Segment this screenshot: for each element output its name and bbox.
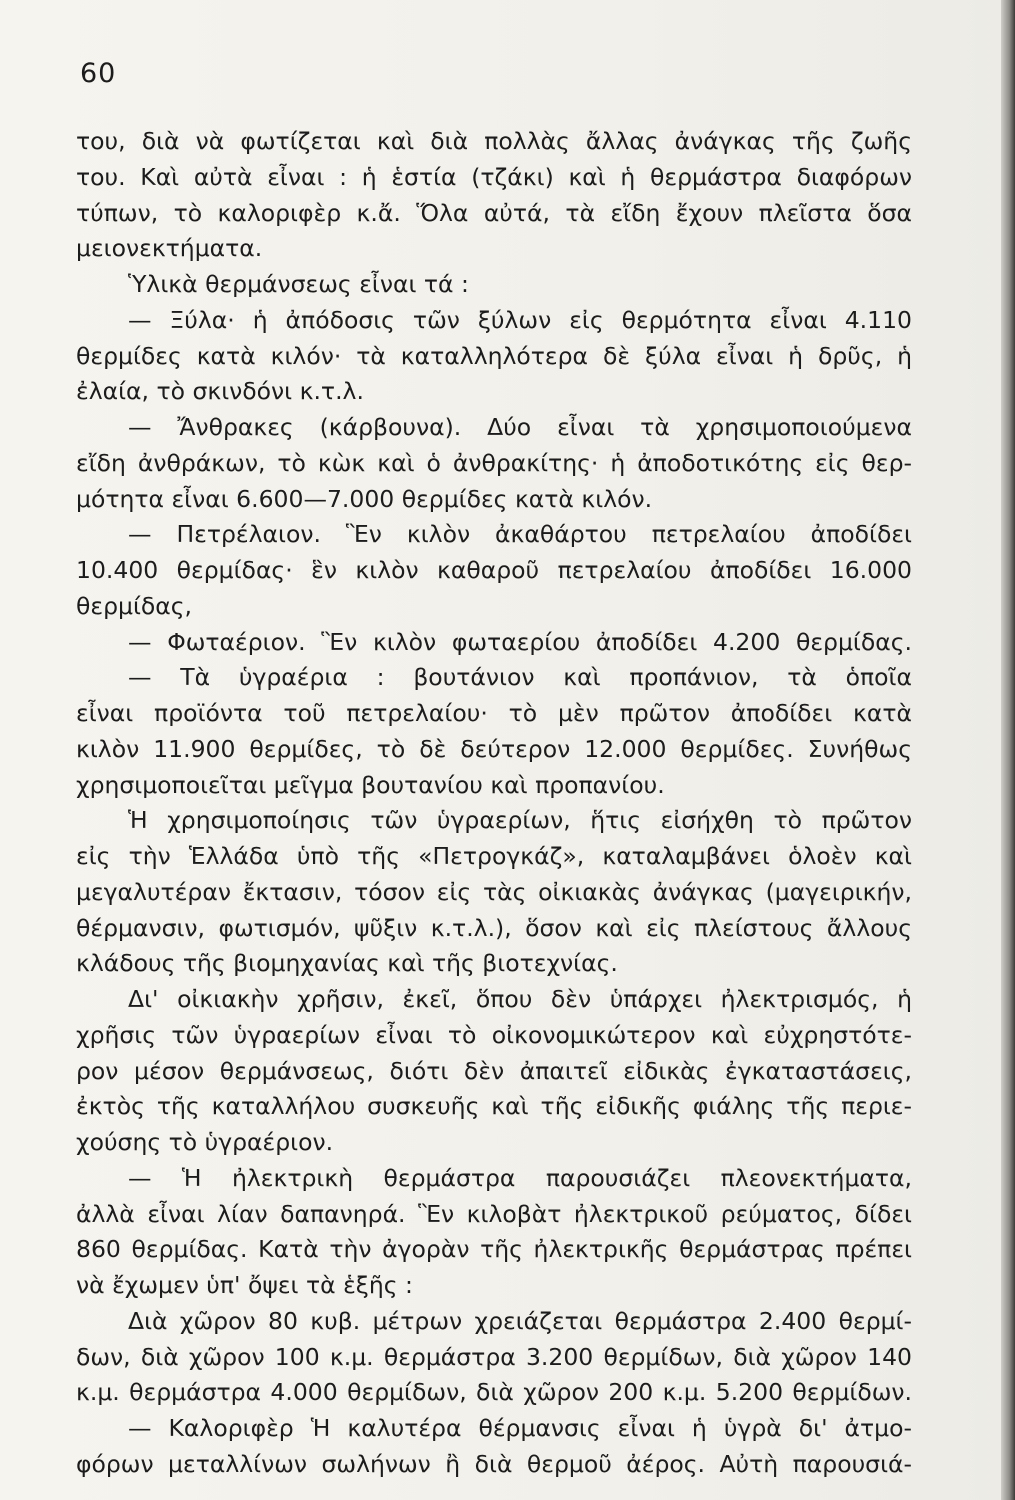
text-line: — Καλοριφὲρ Ἡ καλυτέρα θέρμανσις εἶναι ἡ ὑγρὰ δι' ἀτμο- <box>128 1414 912 1442</box>
text-line: θερμίδες κατὰ κιλόν· τὰ καταλληλότερα δὲ ξύλα εἶναι ἡ δρῦς, ἡ <box>76 341 912 370</box>
text-line: φόρων μεταλλίνων σωλήνων ἢ διὰ θερμοῦ ἀέρος. Αὐτὴ παρουσιά- <box>76 1449 912 1478</box>
text-line: — Ἡ ἠλεκτρικὴ θερμάστρα παρουσιάζει πλεονεκτήματα, <box>128 1163 912 1192</box>
page-number: 60 <box>80 58 117 89</box>
text-line: θερμίδας, <box>76 591 193 620</box>
text-line: εἴδη ἀνθράκων, τὸ κὼκ καὶ ὁ ἀνθρακίτης· ἡ ἀποδοτικότης εἰς θερ- <box>76 448 912 477</box>
text-line: μότητα εἶναι 6.600—7.000 θερμίδες κατὰ κιλόν. <box>76 484 653 513</box>
text-line: ρον μέσον θερμάνσεως, διότι δὲν ἀπαιτεῖ εἰδικὰς ἐγκαταστάσεις, <box>76 1056 912 1085</box>
text-line: εἶναι προϊόντα τοῦ πετρελαίου· τὸ μὲν πρῶτον ἀποδίδει κατὰ <box>76 699 912 727</box>
text-line: του, διὰ νὰ φωτίζεται καὶ διὰ πολλὰς ἄλλας ἀνάγκας τῆς ζωῆς <box>76 127 912 155</box>
text-line: μεγαλυτέραν ἔκτασιν, τόσον εἰς τὰς οἰκιακὰς ἀνάγκας (μαγειρικήν, <box>76 877 912 906</box>
text-line: θέρμανσιν, φωτισμόν, ψῦξιν κ.τ.λ.), ὅσον καὶ εἰς πλείστους ἄλλους <box>76 913 912 942</box>
text-line: κιλὸν 11.900 θερμίδες, τὸ δὲ δεύτερον 12.000 θερμίδες. Συνήθως <box>76 734 912 763</box>
text-line: κλάδους τῆς βιομηχανίας καὶ τῆς βιοτεχνίας. <box>76 949 618 978</box>
page-gutter-shadow <box>1001 0 1015 1500</box>
text-line: ἀλλὰ εἶναι λίαν δαπανηρά. Ἓν κιλοβὰτ ἠλεκτρικοῦ ρεύματος, δίδει <box>76 1199 912 1228</box>
text-line: ἐλαία, τὸ σκινδόνι κ.τ.λ. <box>76 377 364 406</box>
text-line: χρῆσις τῶν ὑγραερίων εἶναι τὸ οἰκονομικώτερον καὶ εὐχρηστότε- <box>76 1020 912 1049</box>
text-line: — Τὰ ὑγραέρια : βουτάνιον καὶ προπάνιον, τὰ ὁποῖα <box>128 663 912 692</box>
text-line: χρησιμοποιεῖται μεῖγμα βουτανίου καὶ προπανίου. <box>76 770 665 799</box>
text-line: κ.μ. θερμάστρα 4.000 θερμίδων, διὰ χῶρον 200 κ.μ. 5.200 θερμίδων. <box>76 1378 912 1407</box>
text-line: τύπων, τὸ καλοριφὲρ κ.ἄ. Ὅλα αὐτά, τὰ εἴδη ἔχουν πλεῖστα ὅσα <box>76 198 912 227</box>
text-line: εἰς τὴν Ἑλλάδα ὑπὸ τῆς «Πετρογκάζ», καταλαμβάνει ὁλοὲν καὶ <box>76 842 912 870</box>
text-line: 860 θερμίδας. Κατὰ τὴν ἀγορὰν τῆς ἠλεκτρικῆς θερμάστρας πρέπει <box>76 1235 912 1264</box>
text-line: Δι' οἰκιακὴν χρῆσιν, ἐκεῖ, ὅπου δὲν ὑπάρχει ἠλεκτρισμός, ἡ <box>128 985 912 1013</box>
text-line: — Ἄνθρακες (κάρβουνα). Δύο εἶναι τὰ χρησιμοποιούμενα <box>128 413 912 441</box>
text-line: νὰ ἔχωμεν ὑπ' ὄψει τὰ ἑξῆς : <box>76 1271 413 1299</box>
text-line: χούσης τὸ ὑγραέριον. <box>76 1128 334 1156</box>
text-line: — Φωταέριον. Ἓν κιλὸν φωταερίου ἀποδίδει 4.200 θερμίδας. <box>128 627 912 656</box>
text-line: 10.400 θερμίδας· ἓν κιλὸν καθαροῦ πετρελαίου ἀποδίδει 16.000 <box>76 556 912 584</box>
text-line: μειονεκτήματα. <box>76 234 263 263</box>
text-line: Ὑλικὰ θερμάνσεως εἶναι τά : <box>128 270 469 298</box>
text-line: Διὰ χῶρον 80 κυβ. μέτρων χρειάζεται θερμάστρα 2.400 θερμί- <box>128 1306 912 1335</box>
text-line: — Ξύλα· ἡ ἀπόδοσις τῶν ξύλων εἰς θερμότητα εἶναι 4.110 <box>128 305 912 334</box>
text-line: ἐκτὸς τῆς καταλλήλου συσκευῆς καὶ τῆς εἰδικῆς φιάλης τῆς περιε- <box>76 1092 912 1121</box>
text-line: δων, διὰ χῶρον 100 κ.μ. θερμάστρα 3.200 θερμίδων, διὰ χῶρον 140 <box>76 1342 912 1371</box>
text-line: Ἡ χρησιμοποίησις τῶν ὑγραερίων, ἥτις εἰσήχθη τὸ πρῶτον <box>128 806 912 835</box>
text-line: του. Καὶ αὐτὰ εἶναι : ἡ ἑστία (τζάκι) καὶ ἡ θερμάστρα διαφόρων <box>76 162 912 191</box>
body-text <box>76 124 912 1483</box>
text-line: — Πετρέλαιον. Ἓν κιλὸν ἀκαθάρτου πετρελαίου ἀποδίδει <box>128 520 912 549</box>
